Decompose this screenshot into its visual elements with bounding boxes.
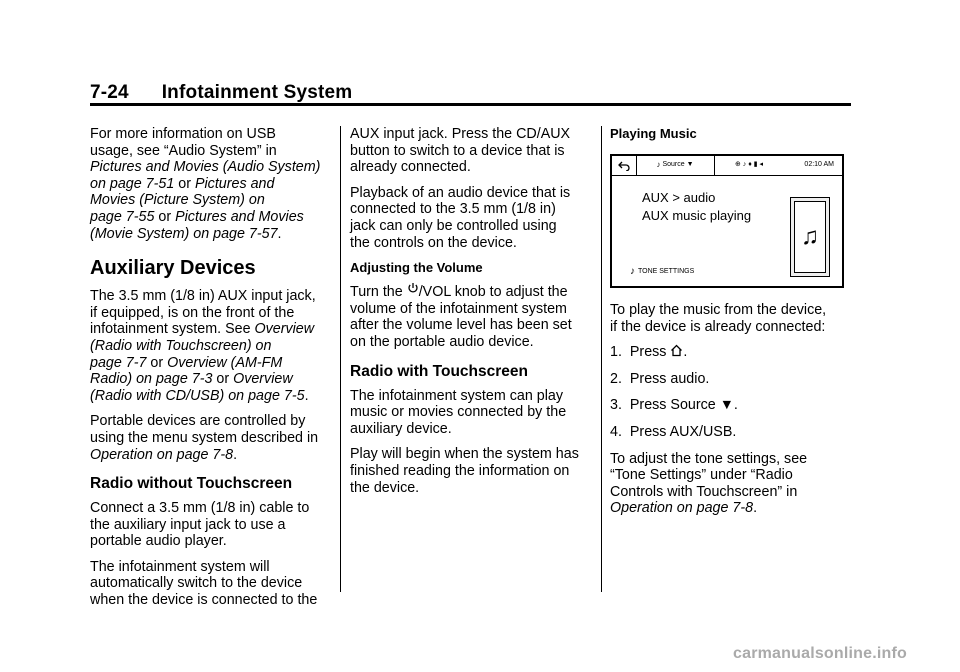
triangle-down-icon: ▼ [719, 397, 734, 414]
column-divider-2 [601, 126, 602, 592]
chevron-down-icon: ▼ [686, 161, 694, 169]
section-heading-radio-without-touchscreen: Radio without Touchscreen [90, 475, 293, 493]
connect-cable-paragraph: Connect a 3.5 mm (1/8 in) cable to the auxiliary input jack to use a portable audio player. [90, 500, 310, 550]
steps-list [610, 344, 855, 440]
tone-settings-paragraph: To adjust the tone settings, see “Tone Settings” under “Radio Controls with Touchscreen” in Operation on page 7-8. [610, 450, 808, 517]
xref-link[interactable]: Pictures and [194, 175, 275, 192]
page-header [90, 82, 850, 104]
column-3 [610, 126, 855, 526]
play-intro-paragraph: To play the music from the device, if the device is already connected: [610, 302, 827, 335]
page-title: 7-24 Infotainment System [90, 82, 353, 103]
usb-info-paragraph: For more information on USB usage, see “Audio System” in Pictures and Movies (Audio System) on page 7-51 or Pictures and Movies (Picture System) on page 7-55 or Pictures and Movies (Movie System) on page 7-57. [90, 126, 321, 242]
list-item: 2. Press audio. [610, 370, 710, 387]
album-art [790, 197, 830, 277]
xref-link[interactable]: Pictures and Movies [175, 208, 304, 225]
xref-link[interactable]: page 7-55 [90, 208, 155, 225]
aux-jack-paragraph: The 3.5 mm (1/8 in) AUX input jack, if equipped, is on the front of the infotainment system. See Overview (Radio with Touchscreen) on page 7-7 or Overview (AM-FM Radio) on page 7-3 or Overview (Radio with CD/USB) on page 7-5. [90, 288, 316, 404]
xref-link[interactable]: Movies (Picture System) on [90, 192, 265, 209]
xref-link[interactable]: on page 7-51 [90, 175, 175, 192]
back-icon [612, 156, 637, 175]
column-divider-1 [340, 126, 341, 592]
screen-status-text: AUX music playing [642, 208, 752, 223]
xref-link[interactable]: Overview [254, 321, 315, 338]
heading-playing-music: Playing Music [610, 126, 697, 141]
watermark: carmanualsonline.info [733, 645, 908, 662]
column-2 [350, 126, 590, 505]
touchscreen-play-paragraph: The infotainment system can play music or movies connected by the auxiliary device. [350, 387, 567, 437]
music-note-icon: ♫ [794, 201, 826, 273]
music-note-icon: ♪ [656, 160, 661, 170]
xref-link[interactable]: page 7-7 [90, 354, 147, 371]
section-heading-auxiliary-devices: Auxiliary Devices [90, 257, 256, 280]
aux-continue-paragraph: AUX input jack. Press the CD/AUX button to switch to a device that is already connected. [350, 126, 571, 176]
portable-devices-paragraph: Portable devices are controlled by using the menu system described in Operation on page 7-8. [90, 413, 319, 463]
auto-switch-paragraph: The infotainment system will automatically switch to the device when the device is connected to the [90, 558, 318, 609]
xref-link[interactable]: Radio) on page 7-3 [90, 371, 213, 388]
home-icon [670, 344, 683, 357]
header-rule [90, 103, 851, 106]
xref-link[interactable]: Operation on page 7-8 [90, 446, 234, 463]
xref-link[interactable]: (Radio with Touchscreen) on [90, 337, 272, 354]
clock: 02:10 AM [804, 161, 834, 169]
xref-link[interactable]: (Radio with CD/USB) on page 7-5 [90, 387, 305, 404]
list-item: 3. Press Source ▼. [610, 397, 738, 414]
column-1 [90, 126, 333, 618]
play-begin-paragraph: Play will begin when the system has finished reading the information on the device. [350, 446, 579, 496]
status-icons: ⊕ ♪ ♦ ▮ ◂ [734, 161, 764, 169]
xref-link[interactable]: Overview (AM-FM [167, 354, 283, 371]
power-icon [407, 282, 419, 294]
section-heading-radio-with-touchscreen: Radio with Touchscreen [350, 362, 528, 380]
source-menu-button: ♪ Source ▼ [636, 156, 715, 175]
xref-link[interactable]: (Movie System) on page 7-57 [90, 225, 278, 242]
playback-paragraph: Playback of an audio device that is connected to the 3.5 mm (1/8 in) jack can only be controlled using the controls on the device. [350, 184, 571, 251]
volume-paragraph: Turn the /VOL knob to adjust the volume of the infotainment system after the volume level has been set on the portable audio device. [350, 284, 572, 350]
list-item: 1. Press . [610, 344, 688, 361]
list-item: 4. Press AUX/USB. [610, 423, 737, 440]
xref-link[interactable]: Pictures and Movies (Audio System) [90, 159, 321, 176]
tone-settings-icon: ♪ [630, 266, 635, 277]
screen-top-bar [612, 156, 842, 176]
xref-link[interactable]: Overview [233, 371, 293, 388]
screen-source-path: AUX > audio [642, 190, 716, 205]
infotainment-screen-illustration [610, 154, 844, 288]
xref-link[interactable]: Operation on page 7-8 [610, 500, 754, 517]
heading-adjusting-volume: Adjusting the Volume [350, 260, 483, 276]
tone-settings-button: ♪ TONE SETTINGS [630, 264, 694, 281]
